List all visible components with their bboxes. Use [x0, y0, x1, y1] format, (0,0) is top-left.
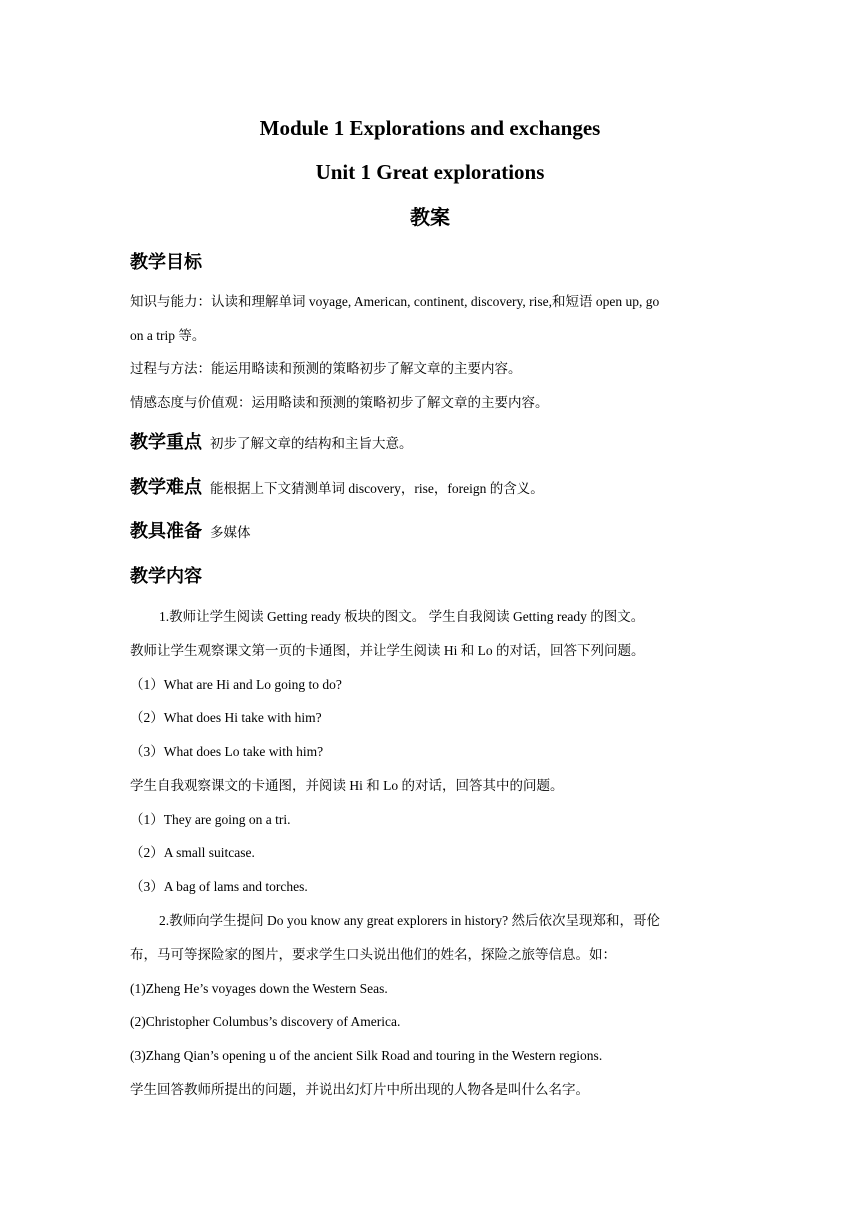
content-line: 2.教师向学生提问 Do you know any great explorers in history? 然后依次呈现郑和，哥伦: [159, 913, 660, 928]
objective-knowledge-line-2: on a trip 等。: [130, 328, 206, 343]
doc-type-title: 教案: [410, 205, 450, 229]
key-points-heading: 教学重点: [130, 432, 202, 453]
content-line: （2）A small suitcase.: [130, 845, 255, 860]
difficulties-text: 能根据上下文猜测单词 discovery，rise，foreign 的含义。: [210, 481, 544, 496]
content-line: (3)Zhang Qian’s opening u of the ancient Silk Road and touring in the Western regions.: [130, 1048, 603, 1063]
objectives-heading: 教学目标: [130, 252, 202, 273]
content-line: 学生自我观察课文的卡通图，并阅读 Hi 和 Lo 的对话，回答其中的问题。: [130, 778, 564, 793]
tools-text: 多媒体: [210, 525, 251, 540]
module-title: Module 1 Explorations and exchanges: [259, 116, 601, 140]
tools-row: [130, 520, 251, 545]
key-points-row: [130, 431, 413, 456]
content-line: (2)Christopher Columbus’s discovery of America.: [130, 1014, 401, 1029]
content-line: 学生回答教师所提出的问题，并说出幻灯片中所出现的人物各是叫什么名字。: [130, 1082, 589, 1097]
objective-attitude: 情感态度与价值观：运用略读和预测的策略初步了解文章的主要内容。: [130, 395, 549, 410]
difficulties-heading: 教学难点: [130, 477, 202, 498]
key-points-text: 初步了解文章的结构和主旨大意。: [210, 436, 413, 451]
objective-process: 过程与方法：能运用略读和预测的策略初步了解文章的主要内容。: [130, 361, 522, 376]
content-line: 教师让学生观察课文第一页的卡通图，并让学生阅读 Hi 和 Lo 的对话，回答下列问题。: [130, 643, 645, 658]
difficulties-row: [130, 476, 544, 501]
unit-title: Unit 1 Great explorations: [315, 160, 545, 184]
content-line: （1）What are Hi and Lo going to do?: [130, 677, 342, 692]
tools-heading: 教具准备: [130, 521, 202, 542]
objective-knowledge-line-1: 知识与能力：认读和理解单词 voyage, American, continent, discovery, rise,和短语 open up, go: [130, 294, 660, 309]
content-line: 布，马可等探险家的图片，要求学生口头说出他们的姓名，探险之旅等信息。如：: [130, 947, 616, 962]
content-heading: 教学内容: [130, 566, 202, 587]
content-line: （2）What does Hi take with him?: [130, 710, 322, 725]
content-line: （3）A bag of lams and torches.: [130, 879, 308, 894]
content-line: (1)Zheng He’s voyages down the Western Seas.: [130, 981, 388, 996]
content-line: 1.教师让学生阅读 Getting ready 板块的图文。 学生自我阅读 Getting ready 的图文。: [159, 609, 645, 624]
content-line: （1）They are going on a tri.: [130, 812, 291, 827]
content-line: （3）What does Lo take with him?: [130, 744, 324, 759]
